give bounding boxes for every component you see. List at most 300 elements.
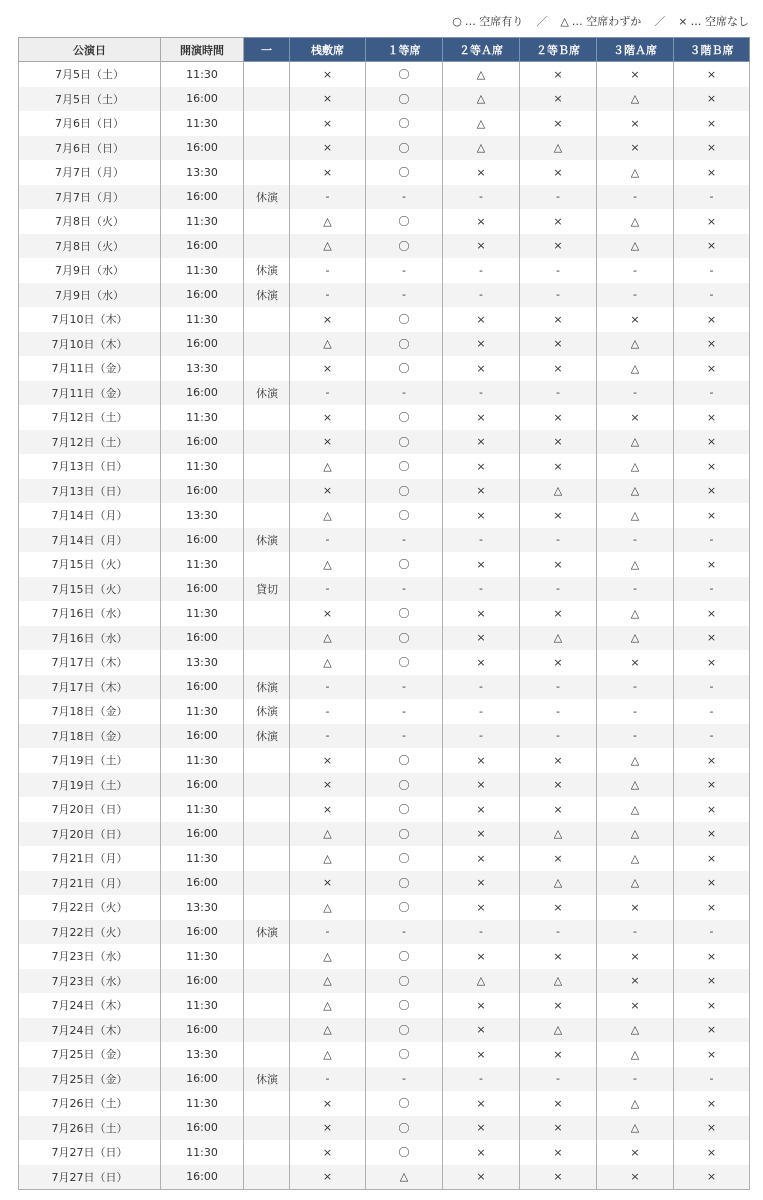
third-a-cell: △ bbox=[597, 234, 674, 259]
third-a-cell: × bbox=[597, 307, 674, 332]
table-row bbox=[19, 1140, 750, 1165]
note-cell bbox=[244, 87, 290, 112]
table-row bbox=[19, 209, 750, 234]
second-a-cell: △ bbox=[443, 969, 520, 994]
second-a-cell: × bbox=[443, 356, 520, 381]
date-cell: 7月12日（土） bbox=[19, 430, 161, 455]
first-class-cell: 〇 bbox=[366, 234, 443, 259]
second-a-cell: × bbox=[443, 626, 520, 651]
first-class-cell: 〇 bbox=[366, 430, 443, 455]
first-class-cell: 〇 bbox=[366, 822, 443, 847]
table-row bbox=[19, 503, 750, 528]
third-a-cell: △ bbox=[597, 1018, 674, 1043]
second-b-cell: - bbox=[520, 724, 597, 749]
third-b-cell: × bbox=[674, 1165, 750, 1190]
third-b-cell: × bbox=[674, 356, 750, 381]
second-a-cell: × bbox=[443, 307, 520, 332]
sajiki-cell: × bbox=[290, 1140, 366, 1165]
third-b-cell: × bbox=[674, 748, 750, 773]
first-class-cell: 〇 bbox=[366, 160, 443, 185]
second-b-cell: × bbox=[520, 62, 597, 87]
third-a-cell: - bbox=[597, 675, 674, 700]
second-b-cell: × bbox=[520, 993, 597, 1018]
table-row bbox=[19, 650, 750, 675]
time-cell: 11:30 bbox=[161, 699, 244, 724]
first-class-cell: 〇 bbox=[366, 626, 443, 651]
third-a-cell: △ bbox=[597, 773, 674, 798]
date-cell: 7月21日（月） bbox=[19, 846, 161, 871]
time-cell: 16:00 bbox=[161, 626, 244, 651]
time-cell: 11:30 bbox=[161, 797, 244, 822]
third-b-cell: × bbox=[674, 822, 750, 847]
second-a-cell: △ bbox=[443, 87, 520, 112]
table-row bbox=[19, 430, 750, 455]
date-cell: 7月18日（金） bbox=[19, 724, 161, 749]
table-row bbox=[19, 1165, 750, 1190]
sajiki-cell: - bbox=[290, 724, 366, 749]
second-b-cell: × bbox=[520, 944, 597, 969]
time-cell: 13:30 bbox=[161, 160, 244, 185]
time-cell: 11:30 bbox=[161, 1091, 244, 1116]
second-a-cell: × bbox=[443, 430, 520, 455]
first-class-cell: 〇 bbox=[366, 1116, 443, 1141]
date-cell: 7月5日（土） bbox=[19, 87, 161, 112]
first-class-cell: 〇 bbox=[366, 846, 443, 871]
second-a-cell: × bbox=[443, 503, 520, 528]
first-class-cell: 〇 bbox=[366, 62, 443, 87]
first-class-cell: 〇 bbox=[366, 773, 443, 798]
time-cell: 16:00 bbox=[161, 1116, 244, 1141]
third-a-cell: × bbox=[597, 136, 674, 161]
time-cell: 16:00 bbox=[161, 920, 244, 945]
time-cell: 11:30 bbox=[161, 258, 244, 283]
second-a-cell: × bbox=[443, 871, 520, 896]
date-cell: 7月19日（土） bbox=[19, 773, 161, 798]
third-a-cell: - bbox=[597, 283, 674, 308]
second-b-cell: × bbox=[520, 1091, 597, 1116]
header-first-class: １等席 bbox=[366, 38, 443, 62]
note-cell bbox=[244, 136, 290, 161]
sajiki-cell: - bbox=[290, 920, 366, 945]
second-a-cell: × bbox=[443, 160, 520, 185]
first-class-cell: 〇 bbox=[366, 307, 443, 332]
date-cell: 7月19日（土） bbox=[19, 748, 161, 773]
table-row bbox=[19, 944, 750, 969]
sajiki-cell: △ bbox=[290, 846, 366, 871]
first-class-cell: 〇 bbox=[366, 748, 443, 773]
sajiki-cell: △ bbox=[290, 332, 366, 357]
second-b-cell: × bbox=[520, 552, 597, 577]
second-b-cell: × bbox=[520, 601, 597, 626]
time-cell: 16:00 bbox=[161, 479, 244, 504]
time-cell: 16:00 bbox=[161, 430, 244, 455]
date-cell: 7月7日（月） bbox=[19, 160, 161, 185]
third-b-cell: - bbox=[674, 528, 750, 553]
time-cell: 13:30 bbox=[161, 650, 244, 675]
first-class-cell: 〇 bbox=[366, 454, 443, 479]
time-cell: 16:00 bbox=[161, 577, 244, 602]
third-b-cell: × bbox=[674, 871, 750, 896]
note-cell bbox=[244, 430, 290, 455]
third-a-cell: × bbox=[597, 1165, 674, 1190]
third-a-cell: △ bbox=[597, 209, 674, 234]
sajiki-cell: × bbox=[290, 871, 366, 896]
second-a-cell: × bbox=[443, 895, 520, 920]
date-cell: 7月14日（月） bbox=[19, 528, 161, 553]
date-cell: 7月26日（土） bbox=[19, 1116, 161, 1141]
second-a-cell: × bbox=[443, 846, 520, 871]
table-row bbox=[19, 234, 750, 259]
time-cell: 11:30 bbox=[161, 62, 244, 87]
sajiki-cell: × bbox=[290, 748, 366, 773]
second-a-cell: × bbox=[443, 1018, 520, 1043]
legend-none bbox=[678, 13, 749, 29]
second-b-cell: × bbox=[520, 1140, 597, 1165]
third-b-cell: × bbox=[674, 234, 750, 259]
first-class-cell: 〇 bbox=[366, 552, 443, 577]
second-a-cell: - bbox=[443, 258, 520, 283]
date-cell: 7月22日（火） bbox=[19, 920, 161, 945]
first-class-cell: 〇 bbox=[366, 136, 443, 161]
sajiki-cell: △ bbox=[290, 969, 366, 994]
time-cell: 11:30 bbox=[161, 1140, 244, 1165]
third-a-cell: △ bbox=[597, 797, 674, 822]
second-b-cell: - bbox=[520, 577, 597, 602]
first-class-cell: 〇 bbox=[366, 601, 443, 626]
third-a-cell: × bbox=[597, 895, 674, 920]
none-label: … 空席なし bbox=[690, 15, 749, 28]
third-a-cell: △ bbox=[597, 1091, 674, 1116]
date-cell: 7月24日（木） bbox=[19, 1018, 161, 1043]
third-b-cell: × bbox=[674, 846, 750, 871]
time-cell: 13:30 bbox=[161, 895, 244, 920]
third-a-cell: - bbox=[597, 381, 674, 406]
time-cell: 11:30 bbox=[161, 111, 244, 136]
date-cell: 7月16日（水） bbox=[19, 626, 161, 651]
third-a-cell: △ bbox=[597, 503, 674, 528]
date-cell: 7月7日（月） bbox=[19, 185, 161, 210]
time-cell: 16:00 bbox=[161, 528, 244, 553]
date-cell: 7月6日（日） bbox=[19, 111, 161, 136]
third-b-cell: × bbox=[674, 62, 750, 87]
sajiki-cell: △ bbox=[290, 626, 366, 651]
sajiki-cell: △ bbox=[290, 234, 366, 259]
table-row bbox=[19, 307, 750, 332]
table-row bbox=[19, 895, 750, 920]
note-cell bbox=[244, 209, 290, 234]
second-a-cell: × bbox=[443, 1091, 520, 1116]
table-row bbox=[19, 601, 750, 626]
note-cell: 休演 bbox=[244, 283, 290, 308]
note-cell bbox=[244, 552, 290, 577]
second-a-cell: × bbox=[443, 479, 520, 504]
second-a-cell: × bbox=[443, 1140, 520, 1165]
first-class-cell: - bbox=[366, 258, 443, 283]
time-cell: 16:00 bbox=[161, 724, 244, 749]
time-cell: 11:30 bbox=[161, 552, 244, 577]
note-cell: 休演 bbox=[244, 258, 290, 283]
sajiki-cell: △ bbox=[290, 552, 366, 577]
time-cell: 16:00 bbox=[161, 1018, 244, 1043]
time-cell: 11:30 bbox=[161, 454, 244, 479]
third-b-cell: × bbox=[674, 1091, 750, 1116]
second-b-cell: × bbox=[520, 111, 597, 136]
time-cell: 13:30 bbox=[161, 503, 244, 528]
date-cell: 7月8日（火） bbox=[19, 209, 161, 234]
date-cell: 7月13日（日） bbox=[19, 479, 161, 504]
second-a-cell: × bbox=[443, 1116, 520, 1141]
third-a-cell: △ bbox=[597, 1042, 674, 1067]
first-class-cell: - bbox=[366, 283, 443, 308]
third-b-cell: × bbox=[674, 944, 750, 969]
sajiki-cell: △ bbox=[290, 1042, 366, 1067]
second-a-cell: × bbox=[443, 405, 520, 430]
first-class-cell: - bbox=[366, 675, 443, 700]
first-class-cell: - bbox=[366, 699, 443, 724]
date-cell: 7月27日（日） bbox=[19, 1140, 161, 1165]
header-second-b: ２等Ｂ席 bbox=[520, 38, 597, 62]
date-cell: 7月15日（火） bbox=[19, 577, 161, 602]
second-a-cell: × bbox=[443, 797, 520, 822]
third-b-cell: - bbox=[674, 920, 750, 945]
second-b-cell: × bbox=[520, 209, 597, 234]
sajiki-cell: △ bbox=[290, 993, 366, 1018]
third-b-cell: × bbox=[674, 405, 750, 430]
note-cell bbox=[244, 332, 290, 357]
second-b-cell: - bbox=[520, 185, 597, 210]
third-b-cell: × bbox=[674, 1140, 750, 1165]
second-b-cell: - bbox=[520, 1067, 597, 1092]
third-a-cell: △ bbox=[597, 430, 674, 455]
table-row bbox=[19, 699, 750, 724]
note-cell bbox=[244, 944, 290, 969]
first-class-cell: - bbox=[366, 920, 443, 945]
time-cell: 11:30 bbox=[161, 944, 244, 969]
table-row bbox=[19, 993, 750, 1018]
note-cell bbox=[244, 601, 290, 626]
table-row bbox=[19, 969, 750, 994]
third-a-cell: - bbox=[597, 185, 674, 210]
header-sajiki: 桟敷席 bbox=[290, 38, 366, 62]
time-cell: 16:00 bbox=[161, 87, 244, 112]
third-b-cell: - bbox=[674, 577, 750, 602]
third-b-cell: - bbox=[674, 381, 750, 406]
second-a-cell: - bbox=[443, 283, 520, 308]
third-b-cell: - bbox=[674, 258, 750, 283]
sajiki-cell: - bbox=[290, 185, 366, 210]
sajiki-cell: - bbox=[290, 283, 366, 308]
time-cell: 11:30 bbox=[161, 748, 244, 773]
second-b-cell: - bbox=[520, 920, 597, 945]
third-a-cell: △ bbox=[597, 1116, 674, 1141]
date-cell: 7月21日（月） bbox=[19, 871, 161, 896]
time-cell: 16:00 bbox=[161, 969, 244, 994]
second-b-cell: × bbox=[520, 454, 597, 479]
note-cell bbox=[244, 773, 290, 798]
second-a-cell: - bbox=[443, 1067, 520, 1092]
second-a-cell: × bbox=[443, 773, 520, 798]
time-cell: 16:00 bbox=[161, 822, 244, 847]
third-a-cell: - bbox=[597, 724, 674, 749]
note-cell bbox=[244, 871, 290, 896]
second-b-cell: △ bbox=[520, 1018, 597, 1043]
third-a-cell: △ bbox=[597, 332, 674, 357]
table-row bbox=[19, 626, 750, 651]
table-row bbox=[19, 479, 750, 504]
time-cell: 16:00 bbox=[161, 185, 244, 210]
time-cell: 11:30 bbox=[161, 601, 244, 626]
second-a-cell: △ bbox=[443, 62, 520, 87]
third-b-cell: - bbox=[674, 185, 750, 210]
third-b-cell: × bbox=[674, 797, 750, 822]
sajiki-cell: △ bbox=[290, 209, 366, 234]
note-cell bbox=[244, 479, 290, 504]
table-row bbox=[19, 405, 750, 430]
second-a-cell: - bbox=[443, 185, 520, 210]
note-cell bbox=[244, 160, 290, 185]
header-start-time: 開演時間 bbox=[161, 38, 244, 62]
table-row bbox=[19, 748, 750, 773]
time-cell: 16:00 bbox=[161, 675, 244, 700]
note-cell bbox=[244, 356, 290, 381]
table-row bbox=[19, 675, 750, 700]
second-b-cell: × bbox=[520, 650, 597, 675]
table-row bbox=[19, 160, 750, 185]
second-b-cell: △ bbox=[520, 822, 597, 847]
second-a-cell: △ bbox=[443, 136, 520, 161]
note-cell bbox=[244, 62, 290, 87]
table-row bbox=[19, 822, 750, 847]
note-cell bbox=[244, 797, 290, 822]
second-b-cell: - bbox=[520, 699, 597, 724]
table-row bbox=[19, 552, 750, 577]
second-a-cell: × bbox=[443, 454, 520, 479]
time-cell: 16:00 bbox=[161, 136, 244, 161]
second-a-cell: × bbox=[443, 332, 520, 357]
third-a-cell: △ bbox=[597, 356, 674, 381]
third-a-cell: × bbox=[597, 993, 674, 1018]
third-a-cell: - bbox=[597, 699, 674, 724]
first-class-cell: 〇 bbox=[366, 871, 443, 896]
third-b-cell: - bbox=[674, 1067, 750, 1092]
table-row bbox=[19, 111, 750, 136]
third-a-cell: △ bbox=[597, 160, 674, 185]
note-cell: 休演 bbox=[244, 185, 290, 210]
header-third-floor-b: ３階Ｂ席 bbox=[674, 38, 750, 62]
none-symbol: × bbox=[678, 14, 688, 28]
second-b-cell: × bbox=[520, 1042, 597, 1067]
header-third-floor-a: ３階Ａ席 bbox=[597, 38, 674, 62]
second-b-cell: - bbox=[520, 528, 597, 553]
second-b-cell: △ bbox=[520, 969, 597, 994]
note-cell bbox=[244, 307, 290, 332]
second-b-cell: × bbox=[520, 430, 597, 455]
table-row bbox=[19, 136, 750, 161]
second-b-cell: × bbox=[520, 234, 597, 259]
third-a-cell: × bbox=[597, 405, 674, 430]
sajiki-cell: × bbox=[290, 307, 366, 332]
third-b-cell: × bbox=[674, 87, 750, 112]
date-cell: 7月9日（水） bbox=[19, 283, 161, 308]
second-b-cell: × bbox=[520, 1165, 597, 1190]
time-cell: 16:00 bbox=[161, 871, 244, 896]
second-a-cell: × bbox=[443, 209, 520, 234]
sajiki-cell: × bbox=[290, 356, 366, 381]
table-row bbox=[19, 773, 750, 798]
third-b-cell: × bbox=[674, 160, 750, 185]
time-cell: 16:00 bbox=[161, 773, 244, 798]
sajiki-cell: △ bbox=[290, 822, 366, 847]
note-cell bbox=[244, 1116, 290, 1141]
table-row bbox=[19, 258, 750, 283]
first-class-cell: - bbox=[366, 528, 443, 553]
second-a-cell: △ bbox=[443, 111, 520, 136]
table-row bbox=[19, 381, 750, 406]
sajiki-cell: × bbox=[290, 1165, 366, 1190]
sajiki-cell: × bbox=[290, 111, 366, 136]
second-a-cell: × bbox=[443, 601, 520, 626]
date-cell: 7月6日（日） bbox=[19, 136, 161, 161]
note-cell: 休演 bbox=[244, 528, 290, 553]
header-note: 一 bbox=[244, 38, 290, 62]
second-a-cell: × bbox=[443, 993, 520, 1018]
second-a-cell: × bbox=[443, 1042, 520, 1067]
time-cell: 16:00 bbox=[161, 381, 244, 406]
first-class-cell: - bbox=[366, 577, 443, 602]
second-b-cell: × bbox=[520, 160, 597, 185]
sajiki-cell: △ bbox=[290, 650, 366, 675]
first-class-cell: 〇 bbox=[366, 332, 443, 357]
table-row bbox=[19, 577, 750, 602]
second-b-cell: △ bbox=[520, 136, 597, 161]
third-b-cell: × bbox=[674, 650, 750, 675]
date-cell: 7月22日（火） bbox=[19, 895, 161, 920]
first-class-cell: △ bbox=[366, 1165, 443, 1190]
second-b-cell: × bbox=[520, 895, 597, 920]
note-cell bbox=[244, 846, 290, 871]
table-row bbox=[19, 356, 750, 381]
table-row bbox=[19, 1067, 750, 1092]
third-b-cell: × bbox=[674, 552, 750, 577]
third-a-cell: × bbox=[597, 650, 674, 675]
date-cell: 7月17日（木） bbox=[19, 675, 161, 700]
sajiki-cell: × bbox=[290, 1091, 366, 1116]
table-row bbox=[19, 1116, 750, 1141]
table-body bbox=[19, 62, 750, 1190]
third-a-cell: △ bbox=[597, 552, 674, 577]
first-class-cell: 〇 bbox=[366, 1140, 443, 1165]
note-cell: 休演 bbox=[244, 381, 290, 406]
first-class-cell: - bbox=[366, 381, 443, 406]
first-class-cell: 〇 bbox=[366, 650, 443, 675]
third-b-cell: × bbox=[674, 430, 750, 455]
third-b-cell: × bbox=[674, 895, 750, 920]
note-cell bbox=[244, 626, 290, 651]
first-class-cell: 〇 bbox=[366, 993, 443, 1018]
sajiki-cell: - bbox=[290, 1067, 366, 1092]
third-b-cell: × bbox=[674, 111, 750, 136]
time-cell: 16:00 bbox=[161, 234, 244, 259]
third-b-cell: × bbox=[674, 969, 750, 994]
sajiki-cell: × bbox=[290, 87, 366, 112]
third-a-cell: - bbox=[597, 528, 674, 553]
third-b-cell: × bbox=[674, 626, 750, 651]
third-b-cell: × bbox=[674, 1116, 750, 1141]
first-class-cell: 〇 bbox=[366, 405, 443, 430]
second-b-cell: × bbox=[520, 773, 597, 798]
date-cell: 7月24日（木） bbox=[19, 993, 161, 1018]
first-class-cell: - bbox=[366, 1067, 443, 1092]
